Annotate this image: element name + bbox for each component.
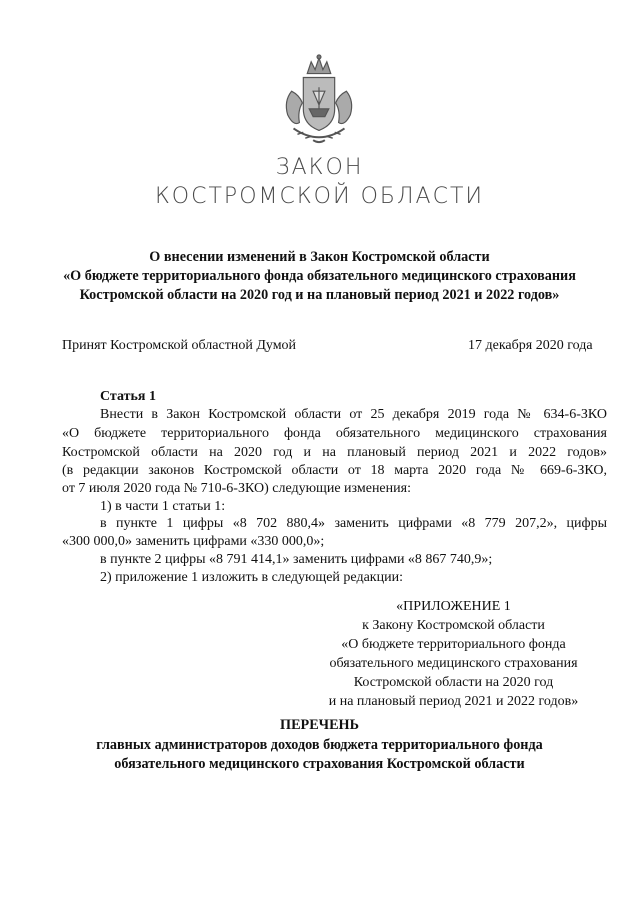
article-p1-line2: «О бюджете территориального фонда обязательного медицинского страхования [62, 426, 607, 441]
appendix-line2: к Закону Костромской области [362, 618, 545, 633]
appendix-line6: и на плановый период 2021 и 2022 годов» [328, 694, 579, 709]
appendix-line1: «ПРИЛОЖЕНИЕ 1 [396, 599, 511, 614]
article-title: Статья 1 [100, 389, 156, 404]
coat-of-arms-emblem [270, 52, 368, 150]
article-p1-line5: от 7 июля 2020 года № 710-6-ЗКО) следующие изменения: [62, 481, 411, 496]
adoption-date: 17 декабря 2020 года [468, 338, 593, 353]
appendix-reference [300, 597, 607, 711]
item-1-point-1-line1: в пункте 1 цифры «8 702 880,4» заменить цифрами «8 779 207,2», цифры [100, 516, 607, 531]
item-1-point-1-line2: «300 000,0» заменить цифрами «330 000,0»; [62, 534, 325, 549]
list-subtitle-line1: главных администраторов доходов бюджета территориального фонда [96, 737, 543, 753]
appendix-line4: обязательного медицинского страхования [329, 656, 578, 671]
heading-line1: О внесении изменений в Закон Костромской области [149, 249, 490, 265]
heading-line3: Костромской области на 2020 год и на плановый период 2021 и 2022 годов» [79, 287, 560, 303]
article-p1-line1: Внести в Закон Костромской области от 25 декабря 2019 года № 634-6-ЗКО [100, 407, 607, 422]
article-p1-line4: (в редакции законов Костромской области от 18 марта 2020 года № 669-6-ЗКО, [62, 463, 607, 478]
item-1: 1) в части 1 статьи 1: [100, 499, 226, 514]
appendix-line5: Костромской области на 2020 год [353, 675, 554, 690]
law-title-line2: КОСТРОМСКОЙ ОБЛАСТИ [154, 184, 485, 209]
list-subtitle-line2: обязательного медицинского страхования Костромской области [114, 756, 525, 772]
item-1-point-2: в пункте 2 цифры «8 791 414,1» заменить цифрами «8 867 740,9»; [100, 552, 493, 567]
article-p1-line3: Костромской области на 2020 год и на плановый период 2021 и 2022 годов» [62, 445, 607, 460]
appendix-line3: «О бюджете территориального фонда [341, 637, 566, 652]
item-2: 2) приложение 1 изложить в следующей редакции: [100, 570, 403, 585]
law-title-line1: ЗАКОН [275, 155, 364, 180]
list-title: ПЕРЕЧЕНЬ [280, 717, 359, 733]
heading-line2: «О бюджете территориального фонда обязательного медицинского страхования [63, 268, 576, 284]
adopted-by: Принят Костромской областной Думой [62, 338, 297, 353]
